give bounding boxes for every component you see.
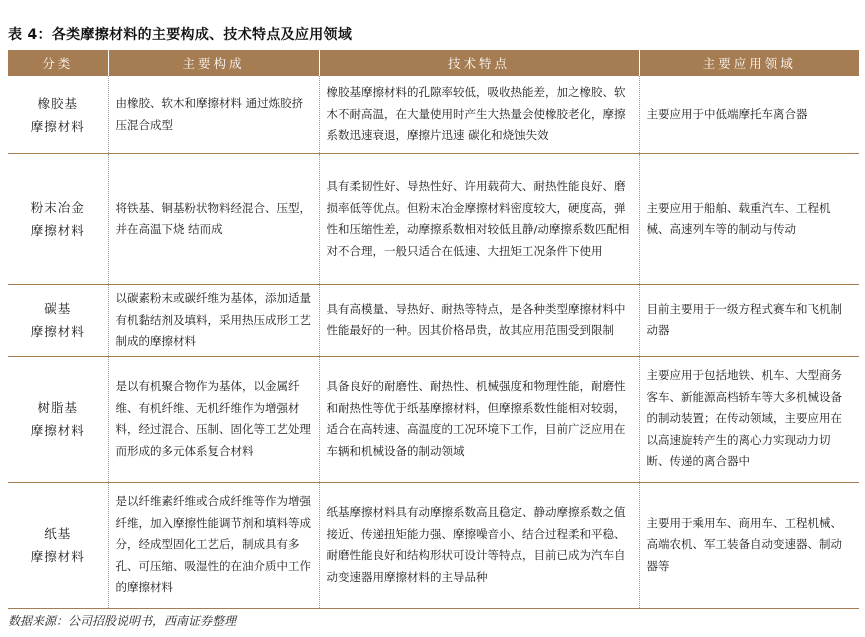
data-source-note: 数据来源：公司招股说明书，西南证券整理 bbox=[8, 614, 237, 628]
row-composition: 由橡胶、软木和摩擦材料 通过炼胶挤压混合成型 bbox=[108, 76, 319, 154]
table-title: 表 4：各类摩擦材料的主要构成、技术特点及应用领域 bbox=[8, 27, 353, 43]
header-applications: 主要应用领域 bbox=[639, 50, 859, 76]
row-category: 橡胶基 摩擦材料 bbox=[8, 76, 108, 154]
table-row bbox=[8, 154, 859, 285]
table-row bbox=[8, 356, 859, 482]
table-header-row bbox=[8, 50, 859, 76]
row-features: 具备良好的耐磨性、耐热性、机械强度和物理性能，耐磨性和耐热性等优于纸基摩擦材料，但摩擦系数性能相对较弱，适合在高转速、高温度的工况环境下工作，目前广泛应用在车辆和机械设备的制动领域 bbox=[319, 356, 639, 482]
row-category: 碳基 摩擦材料 bbox=[8, 285, 108, 357]
row-features: 橡胶基摩擦材料的孔隙率较低，吸收热能差，加之橡胶、软木不耐高温，在大量使用时产生大热量会使橡胶老化，摩擦系数迅速衰退，摩擦片迅速 碳化和烧蚀失效 bbox=[319, 76, 639, 154]
header-composition: 主要构成 bbox=[108, 50, 319, 76]
header-features: 技术特点 bbox=[319, 50, 639, 76]
row-applications: 主要用于乘用车、商用车、工程机械、高端农机、军工装备自动变速器、制动器等 bbox=[639, 482, 859, 608]
row-applications: 目前主要用于一级方程式赛车和飞机制动器 bbox=[639, 285, 859, 357]
row-features: 具有柔韧性好、导热性好、许用载荷大、耐热性能良好、磨损率低等优点。但粉末冶金摩擦材料密度较大，硬度高，弹性和压缩性差，动摩擦系数相对较低且静/动摩擦系数匹配相对不合理，一般只适合在低速、大扭矩工况条件下使用 bbox=[319, 154, 639, 285]
row-applications: 主要应用于包括地铁、机车、大型商务客车、新能源高档轿车等大多机械设备的制动装置；在传动领域，主要应用在以高速旋转产生的离心力实现动力切断、传递的离合器中 bbox=[639, 356, 859, 482]
row-category: 粉末冶金 摩擦材料 bbox=[8, 154, 108, 285]
row-applications: 主要应用于中低端摩托车离合器 bbox=[639, 76, 859, 154]
row-composition: 是以有机聚合物作为基体，以金属纤维、有机纤维、无机纤维作为增强材料，经过混合、压制、固化等工艺处理而形成的多元体系复合材料 bbox=[108, 356, 319, 482]
table-row bbox=[8, 76, 859, 154]
row-features: 纸基摩擦材料具有动摩擦系数高且稳定、静动摩擦系数之值接近、传递扭矩能力强、摩擦噪音小、结合过程柔和平稳、耐磨性能良好和结构形状可设计等特点，目前已成为汽车自动变速器用摩擦材料的主导品种 bbox=[319, 482, 639, 608]
row-applications: 主要应用于船舶、载重汽车、工程机械、高速列车等的制动与传动 bbox=[639, 154, 859, 285]
row-category: 树脂基 摩擦材料 bbox=[8, 356, 108, 482]
row-composition: 以碳素粉末或碳纤维为基体，添加适量有机黏结剂及填料，采用热压成形工艺制成的摩擦材料 bbox=[108, 285, 319, 357]
header-category: 分类 bbox=[8, 50, 108, 76]
table-row bbox=[8, 482, 859, 608]
row-composition: 是以纤维素纤维或合成纤维等作为增强纤维，加入摩擦性能调节剂和填料等成分，经成型固化工艺后，制成具有多孔、可压缩、吸湿性的在油介质中工作的摩擦材料 bbox=[108, 482, 319, 608]
table-row bbox=[8, 285, 859, 357]
row-features: 具有高模量、导热好、耐热等特点，是各种类型摩擦材料中性能最好的一种。因其价格昂贵，故其应用范围受到限制 bbox=[319, 285, 639, 357]
materials-table bbox=[8, 50, 859, 609]
row-composition: 将铁基、铜基粉状物料经混合、压型，并在高温下烧 结而成 bbox=[108, 154, 319, 285]
row-category: 纸基 摩擦材料 bbox=[8, 482, 108, 608]
